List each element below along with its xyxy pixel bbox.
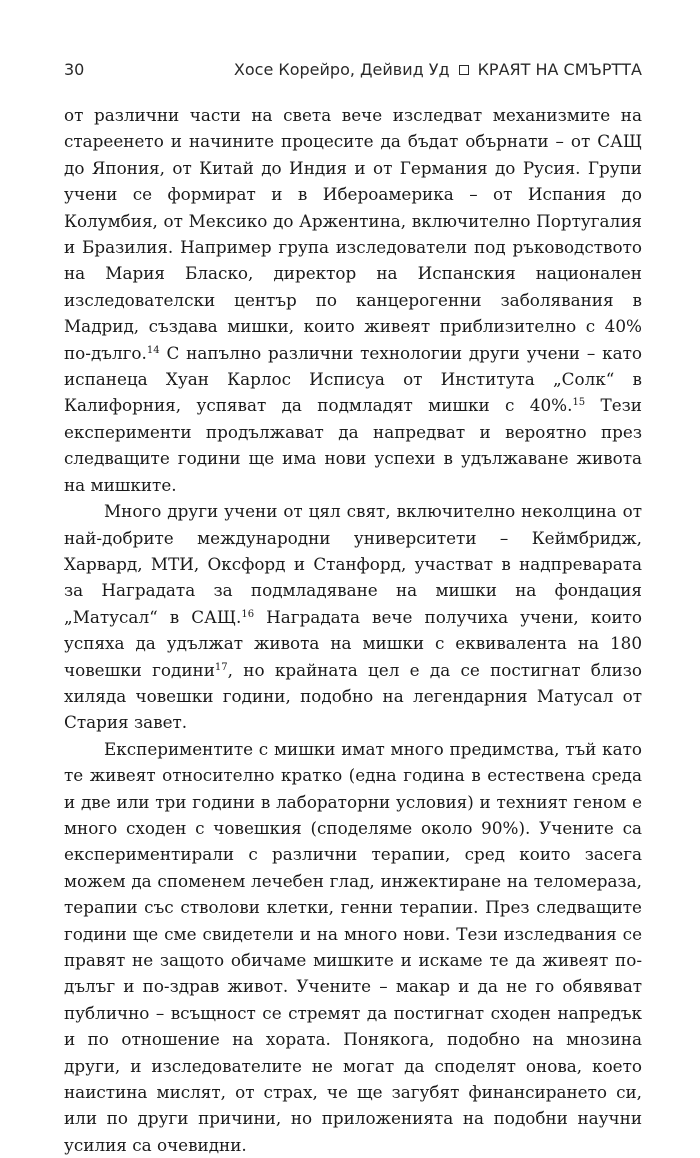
footnote-ref-17: 17 <box>214 661 228 673</box>
square-separator-icon <box>459 65 469 75</box>
running-head <box>234 60 642 79</box>
paragraph-2-text-3: , но крайната цел е да се постигнат близо хиляда човешки години, подобно на легендарния Матусал от Стария завет. <box>64 659 642 733</box>
footnote-ref-15: 15 <box>572 397 586 409</box>
paragraph-1 <box>64 102 642 498</box>
paragraph-1-text-1: от различни части на света вече изследват механизмите на стареенето и начините процесите да бъдат обърнати – от САЩ до Япония, от Китай до Индия и от Германия до Русия. Групи учени се формират и в Ибероамерика – от Испания до Колумбия, от Мексико до Аржентина, включително Португалия и Бразилия. Например група изследователи под ръководството на Мария Бласко, директор на Испанския национален изследователски център по канцерогенни заболявания в Мадрид, създава мишки, които живеят приблизително с 40% по-дълго. <box>64 105 642 363</box>
paragraph-1-text-3: Тези експерименти продължават да напредват и вероятно през следващите години ще има нови успехи в удължаване живота на мишките. <box>64 395 642 495</box>
paragraph-3-text-1: Експериментите с мишки имат много предимства, тъй като те живеят относително кратко (една година в естествена среда и две или три години в лабораторни условия) и техният геном е много сходен с човешкия (споделяме около 90%). Учените са експериментирали с различни терапии, сред които засега можем да споменем лечебен глад, инжектиране на теломераза, терапии със стволови клетки, генни терапии. През следващите години ще сме свидетели и на много нови. Тези изследвания се правят не защото обичаме мишките и искаме те да живеят по-дълъг и по-здрав живот. Учените – макар и да не го обявяват публично – всъщност се стремят да постигнат сходен напредък и по отношение на хората. Понякога, подобно на мнозина други, и изследователите не могат да споделят онова, което наистина мислят, от страх, че ще загубят финансирането си, или по други причини, но приложенията на подобни научни усилия са очевидни. <box>64 738 642 1155</box>
running-head-title: КРАЯТ НА СМЪРТТА <box>477 60 642 79</box>
paragraph-1-text-2: С напълно различни технологии други учени – като испанеца Хуан Карлос Исписуа от Института „Солк“ в Калифорния, успяват да подмладят мишки с 40%. <box>64 342 642 416</box>
footnote-ref-16: 16 <box>241 608 255 620</box>
page-header <box>64 60 642 84</box>
paragraph-2-text-1: Много други учени от цял свят, включително неколцина от най-добрите международни университети – Кеймбридж, Харвард, МТИ, Оксфорд и Станфорд, участват в надпреварата за Наградата за подмладяване на мишки на фондация „Матусал“ в САЩ. <box>64 501 642 627</box>
paragraph-2-text-2: Наградата вече получиха учени, които успяха да удължат живота на мишки с еквивалента на 180 човешки години <box>64 606 642 680</box>
footnote-ref-14: 14 <box>146 344 160 356</box>
running-head-authors: Хосе Корейро, Дейвид Уд <box>233 60 450 79</box>
body-text <box>64 102 642 1158</box>
paragraph-2 <box>64 498 642 736</box>
paragraph-3 <box>64 736 642 1158</box>
page-number: 30 <box>64 60 85 79</box>
